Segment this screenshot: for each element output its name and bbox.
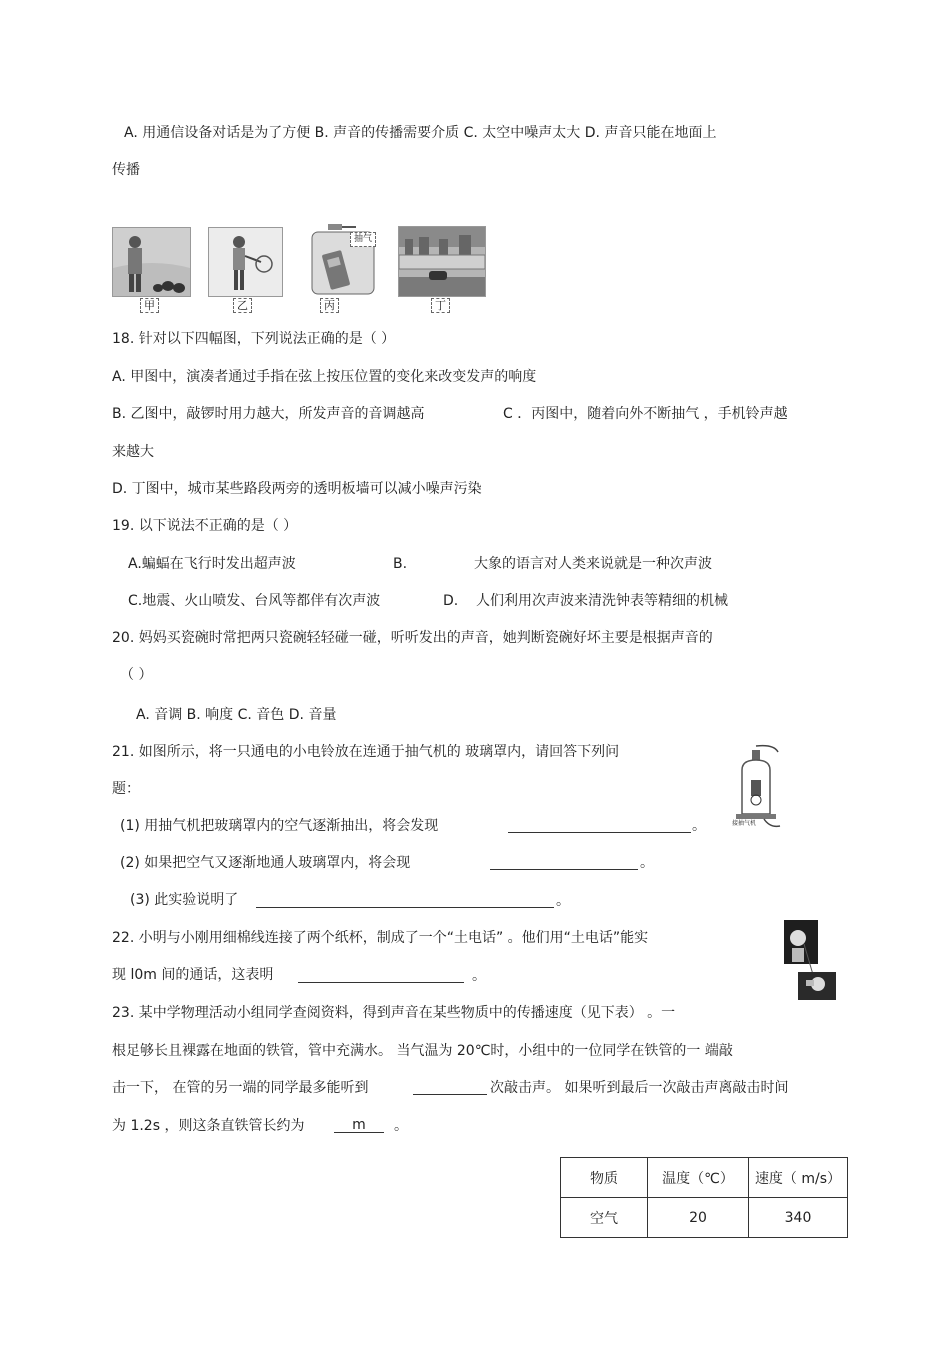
figure-ding-label: 丁 <box>431 298 450 313</box>
q23-line3-part2: 次敲击声。 如果听到最后一次敲击声离敲击时间 <box>490 1080 789 1096</box>
q18-option-c: C ．丙图中，随着向外不断抽气 ，手机铃声越 <box>503 406 788 422</box>
q23-length-blank[interactable] <box>334 1116 384 1133</box>
q20-paren: （ ） <box>120 667 153 683</box>
table-header-cell: 速度（ m/s） <box>749 1158 848 1198</box>
q18-stem: 18. 针对以下四幅图，下列说法正确的是（ ） <box>112 331 396 347</box>
q19-option-d-letter: D. <box>443 593 459 609</box>
q19-option-c: C.地震、火山喷发、台风等都伴有次声波 <box>128 593 381 609</box>
q19-option-a: A.蝙蝠在飞行时发出超声波 <box>128 556 296 572</box>
q21-part1-period: 。 <box>692 818 706 834</box>
q22-line2: 现 l0m 间的通话，这表明 <box>112 967 274 983</box>
figure-yi-gong-image <box>208 227 283 297</box>
q21-part3-period: 。 <box>556 893 570 909</box>
q20-options: A. 音调 B. 响度 C. 音色 D. 音量 <box>136 707 337 723</box>
q20-stem: 20. 妈妈买瓷碗时常把两只瓷碗轻轻碰一碰，听听发出的声音，她判断瓷碗好坏主要是根据声音的 <box>112 630 713 646</box>
q23-line1: 23. 某中学物理活动小组同学查阅资料，得到声音在某些物质中的传播速度（见下表） 。一 <box>112 1005 676 1021</box>
figure-jia-guitarist-image <box>112 227 191 297</box>
figure-ding-road-image <box>398 226 486 297</box>
table-cell: 空气 <box>561 1198 648 1238</box>
q21-part2: (2) 如果把空气又逐渐地通人玻璃罩内，将会现 <box>120 855 411 871</box>
table-cell: 340 <box>749 1198 848 1238</box>
q18-option-b: B. 乙图中，敲锣时用力越大，所发声音的音调越高 <box>112 406 425 422</box>
figure-yi-label: 乙 <box>233 298 252 313</box>
figure-jia-label: 甲 <box>140 298 159 313</box>
pump-caption: 接抽气机 <box>732 820 757 827</box>
paper-cup-phone-illustration <box>780 920 838 1002</box>
paper-cup-phone-figure <box>780 920 838 1002</box>
q23-line2: 根足够长且裸露在地面的铁管，管中充满水。 当气温为 20℃时，小组中的一位同学在铁管的一 端敲 <box>112 1043 733 1059</box>
q22-period: 。 <box>472 968 486 984</box>
q23-line4-period: 。 <box>394 1118 408 1134</box>
figure-bing-jar-image <box>308 222 380 295</box>
q21-stem: 21. 如图所示，将一只通电的小电铃放在连通于抽气机的 玻璃罩内，请回答下列问 <box>112 744 620 760</box>
table-cell: 20 <box>648 1198 749 1238</box>
q21-part2-answer-blank[interactable] <box>490 853 638 870</box>
q18-option-c-cont: 来越大 <box>112 444 154 460</box>
q23-line4-part1: 为 1.2s ，则这条直铁管长约为 <box>112 1118 305 1134</box>
q21-stem-cont: 题： <box>112 781 140 797</box>
q19-option-b-letter: B. <box>393 556 408 572</box>
q18-option-a: A. 甲图中，演凑者通过手指在弦上按压位置的变化来改变发声的响度 <box>112 369 537 385</box>
q19-option-d-text: 人们利用次声波来清洗钟表等精细的机械 <box>476 593 728 609</box>
q21-part2-period: 。 <box>640 855 654 871</box>
q19-stem: 19. 以下说法不正确的是（ ） <box>112 518 298 534</box>
q23-line3-part1: 击一下， 在管的另一端的同学最多能听到 <box>112 1080 369 1096</box>
q22-answer-blank[interactable] <box>298 966 464 983</box>
q17-options-line1: A. 用通信设备对话是为了方便 B. 声音的传播需要介质 C. 太空中噪声太大 D. 声音只能在地面上 <box>124 125 717 141</box>
road-barrier-illustration <box>399 227 485 296</box>
pump-label: 抽气 <box>350 232 376 247</box>
q23-length-unit: m <box>352 1117 366 1133</box>
q21-part3: (3) 此实验说明了 <box>130 892 239 908</box>
q21-part3-answer-blank[interactable] <box>256 891 554 908</box>
guitarist-illustration <box>113 228 190 296</box>
q18-option-d: D. 丁图中，城市某些路段两旁的透明板墙可以减小噪声污染 <box>112 481 482 497</box>
table-header-row <box>561 1158 848 1198</box>
q21-part1: (1) 用抽气机把玻璃罩内的空气逐渐抽出，将会发现 <box>120 818 439 834</box>
q21-part1-answer-blank[interactable] <box>508 816 691 833</box>
table-header-cell: 温度（℃） <box>648 1158 749 1198</box>
bell-jar-figure <box>734 742 784 834</box>
q17-options-line2: 传播 <box>112 162 140 178</box>
q23-count-blank[interactable] <box>413 1078 487 1095</box>
speed-table <box>560 1157 848 1238</box>
q19-option-b-text: 大象的语言对人类来说就是一种次声波 <box>474 556 712 572</box>
table-row <box>561 1198 848 1238</box>
gong-player-illustration <box>209 228 282 296</box>
figure-bing-label: 丙 <box>320 298 339 313</box>
q22-stem: 22. 小明与小刚用细棉线连接了两个纸杯，制成了一个“土电话” 。他们用“土电话”能实 <box>112 930 649 946</box>
table-header-cell: 物质 <box>561 1158 648 1198</box>
